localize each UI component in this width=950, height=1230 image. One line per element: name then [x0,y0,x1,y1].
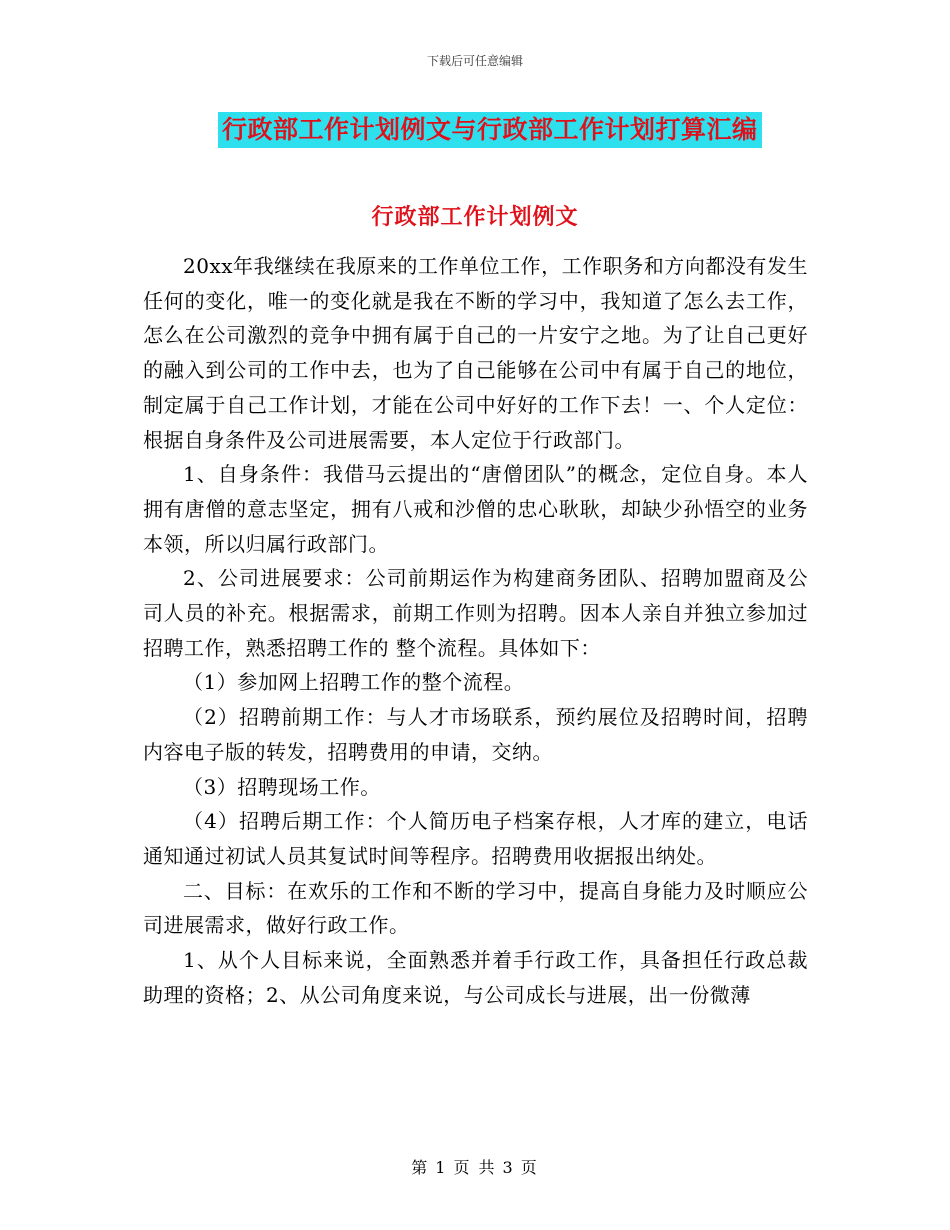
paragraph: 20xx年我继续在我原来的工作单位工作，工作职务和方向都没有发生任何的变化，唯一的变化就是我在不断的学习中，我知道了怎么去工作，怎么在公司激烈的竞争中拥有属于自己的一片安宁之地。为了让自己更好的融入到公司的工作中去，也为了自己能够在公司中有属于自己的地位，制定属于自己工作计划，才能在公司中好好的工作下去！一、个人定位：根据自身条件及公司进展需要，本人定位于行政部门。 [143,254,808,452]
paragraph: （3）招聘现场工作。 [183,774,381,799]
paragraph: （2）招聘前期工作：与人才市场联系，预约展位及招聘时间，招聘内容电子版的转发，招聘费用的申请，交纳。 [143,705,808,764]
document-body [143,249,808,1012]
paragraph: 2、公司进展要求：公司前期运作为构建商务团队、招聘加盟商及公司人员的补充。根据需求，前期工作则为招聘。因本人亲自并独立参加过招聘工作，熟悉招聘工作的 整个流程。具体如下： [143,566,808,660]
page-total: 3 [502,1158,515,1177]
section-title: 行政部工作计划例文 [371,204,579,230]
paragraph: 二、目标：在欢乐的工作和不断的学习中，提高自身能力及时顺应公司进展需求，做好行政工作。 [143,878,808,938]
paragraph: （1）参加网上招聘工作的整个流程。 [183,670,525,695]
page-footer [0,1155,950,1178]
page-prefix: 第 [411,1158,430,1177]
page-mid: 页 共 [453,1158,497,1177]
header-note: 下载后可任意编辑 [426,54,523,68]
document-title: 行政部工作计划例文与行政部工作计划打算汇编 [218,112,762,148]
paragraph: （4）招聘后期工作：个人简历电子档案存根，人才库的建立，电话通知通过初试人员其复试时间等程序。招聘费用收据报出纳处。 [143,809,808,868]
paragraph: 1、自身条件：我借马云提出的“唐僧团队”的概念，定位自身。本人拥有唐僧的意志坚定，拥有八戒和沙僧的忠心耿耿，却缺少孙悟空的业务本领，所以归属行政部门。 [143,462,808,556]
page-current: 1 [435,1158,448,1177]
paragraph: 1、从个人目标来说，全面熟悉并着手行政工作，具备担任行政总裁助理的资格；2、从公司角度来说，与公司成长与进展，出一份微薄 [143,948,808,1007]
page-suffix: 页 [520,1158,539,1177]
